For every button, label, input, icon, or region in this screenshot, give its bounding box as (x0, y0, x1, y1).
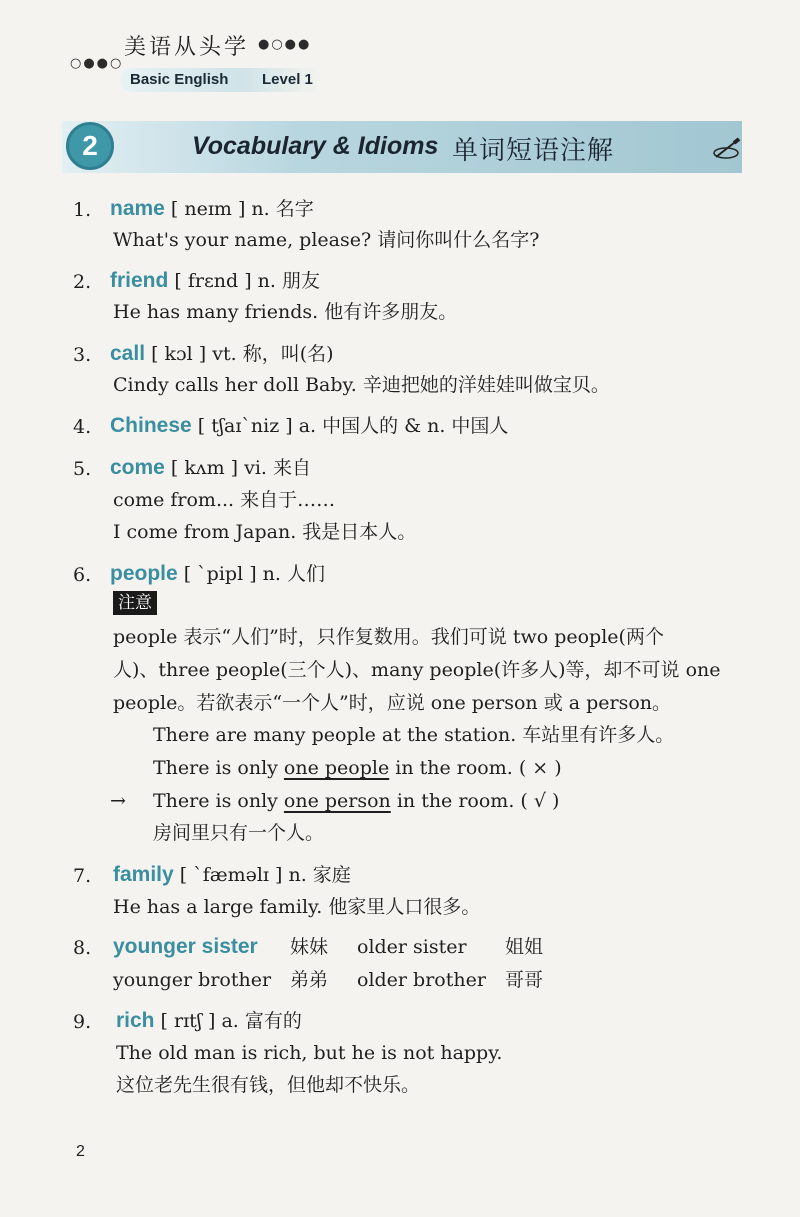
entry-headline (110, 414, 508, 438)
example-sentence: He has many friends. 他有许多朋友。 (113, 301, 458, 323)
entry-number: 6. (73, 564, 92, 586)
example-sentence: I come from Japan. 我是日本人。 (113, 521, 417, 543)
section-number-badge: 2 (66, 122, 114, 170)
entry-headline (110, 562, 325, 586)
book-title: Basic English (130, 71, 229, 88)
entry-headline (116, 1009, 302, 1033)
definition: [ kʌm ] vi. 来自 (164, 457, 311, 479)
note-paragraph-line: people。若欲表示“一个人”时，应说 one person 或 a person。 (113, 692, 672, 714)
example-sentence: Cindy calls her doll Baby. 辛迪把她的洋娃娃叫做宝贝。 (113, 374, 610, 396)
headword: younger sister (113, 935, 258, 958)
level-label: Level 1 (262, 71, 313, 88)
header-dots-left: ○●●○ (70, 56, 124, 71)
headword: call (110, 342, 146, 365)
headword: people (110, 562, 178, 585)
section-title-cn: 单词短语注解 (452, 136, 615, 166)
note-label: 注意 (113, 591, 157, 615)
entry-number: 9. (73, 1011, 92, 1033)
example-translation: 这位老先生很有钱，但他却不快乐。 (116, 1074, 421, 1096)
definition: [ rɪtʃ ] a. 富有的 (154, 1010, 302, 1032)
headword: Chinese (110, 414, 192, 437)
entry-number: 4. (73, 416, 92, 438)
entry-headline (110, 342, 334, 366)
definition: [ frɛnd ] n. 朋友 (168, 270, 321, 292)
definition: [ kɔl ] vt. 称，叫(名) (145, 343, 334, 365)
headword: name (110, 197, 165, 220)
entry-number: 7. (73, 865, 92, 887)
headword: rich (116, 1009, 155, 1032)
definition: [ neɪm ] n. 名字 (164, 198, 314, 220)
headword: come (110, 456, 165, 479)
wrong-example (153, 756, 562, 780)
headword-younger-sister (113, 935, 258, 959)
term-en: younger brother (113, 969, 272, 991)
headword: family (113, 863, 174, 886)
entry-headline (110, 197, 314, 221)
example-sentence: There are many people at the station. 车站里有许多人。 (153, 724, 675, 746)
translation-cn: 姐姐 (505, 936, 544, 958)
term-en: older brother (357, 969, 486, 991)
section-title-en: Vocabulary & Idioms (192, 132, 439, 160)
phrase: come from... 来自于…… (113, 489, 336, 511)
entry-number: 3. (73, 344, 92, 366)
entry-headline (110, 456, 311, 480)
page-number: 2 (76, 1143, 85, 1160)
example-sentence: The old man is rich, but he is not happy. (116, 1042, 503, 1064)
entry-number: 1. (73, 199, 92, 221)
correct-example (153, 789, 559, 813)
entry-number: 8. (73, 937, 92, 959)
running-header (70, 30, 370, 90)
term-en: older sister (357, 936, 467, 958)
correct-example-end: in the room. ( √ ) (390, 790, 560, 812)
entry-number: 2. (73, 271, 92, 293)
example-translation: 房间里只有一个人。 (153, 822, 325, 844)
entry-headline (113, 863, 351, 887)
series-title: 美语从头学 (124, 35, 250, 60)
header-dots-right: ●○●● (258, 37, 312, 52)
example-sentence: He has a large family. 他家里人口很多。 (113, 896, 481, 918)
headword: friend (110, 269, 169, 292)
definition: [ tʃaɪˋniz ] a. 中国人的 & n. 中国人 (191, 415, 509, 437)
arrow-icon: → (110, 790, 126, 812)
entry-headline (110, 269, 320, 293)
entry-number: 5. (73, 458, 92, 480)
correct-example-start: There is only (153, 790, 284, 812)
note-paragraph-line: 人)、three people(三个人)、many people(许多人)等，却不可说 one (113, 659, 721, 681)
correct-example-underlined: one person (283, 790, 391, 812)
note-paragraph-line: people 表示“人们”时，只作复数用。我们可说 two people(两个 (113, 626, 664, 648)
wrong-example-start: There is only (153, 757, 284, 779)
translation-cn: 哥哥 (505, 969, 544, 991)
example-sentence: What's your name, please? 请问你叫什么名字? (113, 229, 540, 251)
wrong-example-underlined: one people (283, 757, 390, 779)
definition: [ ˋfæmәlɪ ] n. 家庭 (173, 864, 351, 886)
definition: [ ˋpipl ] n. 人们 (177, 563, 325, 585)
translation-cn: 妹妹 (290, 936, 329, 958)
pen-icon (712, 136, 742, 160)
wrong-example-end: in the room. ( × ) (389, 757, 562, 779)
translation-cn: 弟弟 (290, 969, 329, 991)
